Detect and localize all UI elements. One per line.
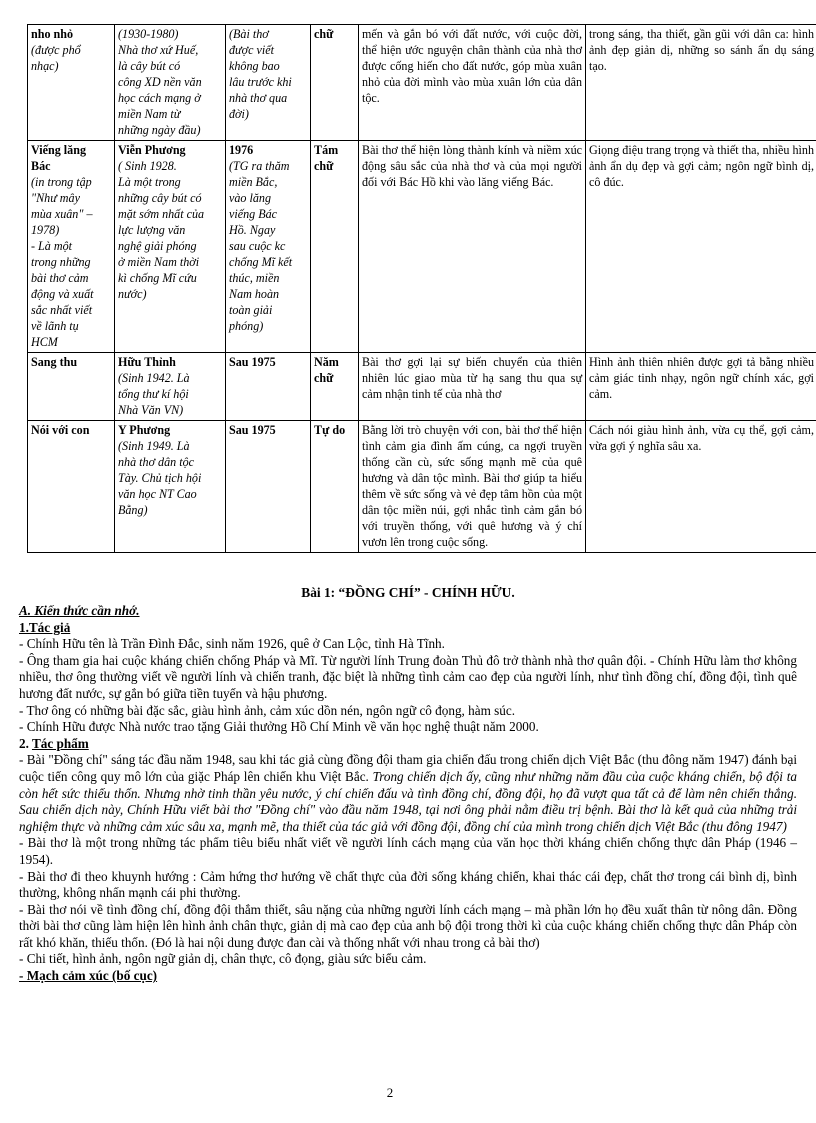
- author-note: tổng thư kí hội: [118, 387, 189, 401]
- author-note: Nhà thơ xứ Huế,: [118, 43, 199, 57]
- work-heading: [19, 736, 797, 753]
- year-note: được viết: [229, 43, 274, 57]
- year-note: không bao: [229, 59, 280, 73]
- poem-title-cell: [28, 141, 115, 353]
- author-name: Hữu Thỉnh: [118, 355, 176, 369]
- table-row: [28, 353, 816, 421]
- work-heading-text: Tác phẩm: [31, 735, 89, 751]
- author-para: - Chính Hữu được Nhà nước trao tặng Giải thưởng Hồ Chí Minh về văn học nghệ thuật năm 2000.: [19, 719, 539, 735]
- art-cell: [586, 25, 816, 141]
- content-text: mến và gắn bó với đất nước, với cuộc đời, thể hiện ước nguyện chân thành của nhà thơ được cống hiến cho đất nước, góp mùa xuân nhỏ của đời mình vào mùa xuân lớn của dân tộc.: [362, 27, 582, 105]
- work-para: - Bài thơ nói về tình đồng chí, đồng đội thắm thiết, sâu nặng của những người lính cách mạng – mà phần lớn họ đều xuất thân từ nông dân. Đồng thời bài thơ cũng làm hiện lên hình ảnh chân thực, giản dị mà cao đẹp của anh bộ đội trong thời kì của cuộc kháng chiến chống thực dân Pháp còn rất khó khăn, thiếu thốn. (Đó là hai nội dung được đan cài và thống nhất với nhau trong cả bài thơ): [19, 901, 797, 950]
- content-cell: [359, 25, 586, 141]
- author-note: (1930-1980): [118, 27, 179, 41]
- poem-title: nho nhỏ: [31, 27, 74, 41]
- year-note: (TG ra thăm: [229, 159, 290, 173]
- poem-title-cell: [28, 421, 115, 553]
- poem-title-note: bài thơ cảm: [31, 271, 89, 285]
- poem-title-note: HCM: [31, 335, 58, 349]
- author-note: miền Nam từ: [118, 107, 181, 121]
- table-body: [28, 25, 816, 553]
- year: Sau 1975: [229, 423, 276, 437]
- work-para-normal: - Bài "Đồng chí" sáng tác đầu năm 1948, sau khi tác giả cùng đồng đội tham gia chiến đấu trong chiến dịch Việt Bắc (thu đông năm 1947) đánh bại cuộc tiến công quy mô lớn của giặc Pháp lên chiến khu Việt Bắc.: [19, 752, 797, 784]
- author-note: ( Sinh 1928.: [118, 159, 177, 173]
- page-number: 2: [386, 1085, 394, 1100]
- author-note: kì chống Mĩ cứu: [118, 271, 197, 285]
- content-text: Bài thơ thể hiện lòng thành kính và niềm xúc động sâu sắc của nhà thơ và của mọi người đối với Bác Hồ khi vào lăng viếng Bác.: [362, 143, 582, 189]
- poem-title-note: mùa xuân" –: [31, 207, 93, 221]
- verse-form: chữ: [314, 27, 334, 41]
- author-note: văn học NT Cao: [118, 487, 197, 501]
- poem-title-note: về lãnh tụ: [31, 319, 79, 333]
- poem-title-note: (in trong tập: [31, 175, 92, 189]
- author-note: những ngày đầu): [118, 123, 201, 137]
- year-cell: [226, 353, 311, 421]
- poem-title: Sang thu: [31, 355, 78, 369]
- year-note: miền Bắc,: [229, 175, 278, 189]
- verse-form: Năm chữ: [314, 355, 339, 385]
- year: 1976: [229, 143, 254, 157]
- author-name: Viễn Phương: [118, 143, 186, 157]
- author-heading: 1.Tác giả: [19, 619, 71, 635]
- author-note: ở miền Nam thời: [118, 255, 200, 269]
- author-note: Tày. Chủ tịch hội: [118, 471, 202, 485]
- poem-title-note: 1978): [31, 223, 60, 237]
- author-cell: [115, 25, 226, 141]
- work-para-italic: Trong chiến dịch ấy, cũng như những năm đầu của cuộc kháng chiến, bộ đội ta còn hết sức thiếu thốn. Nhưng nhờ tinh thần yêu nước, ý chí chiến đấu và tình đồng chí, đồng đội, họ đã vượt qua tất cả để làm nên chiến thắng. Sau chiến dịch này, Chính Hữu viết bài thơ "Đồng chí" vào đầu năm 1948, tại nơi ông phải nằm điều trị bệnh. Bài thơ là kết quả của những trải nghiệm thực và những cảm xúc sâu xa, mạnh mẽ, tha thiết của tác giả với đồng đội, đồng chí của mình trong chiến dịch Việt Bắc (thu đông 1947): [19, 768, 797, 834]
- author-note: nhà thơ dân tộc: [118, 455, 194, 469]
- year-note: đời): [229, 107, 249, 121]
- author-para: - Chính Hữu tên là Trần Đình Đắc, sinh năm 1926, quê ở Can Lộc, tỉnh Hà Tĩnh.: [19, 636, 445, 652]
- poem-title-note: (được phổ: [31, 43, 81, 57]
- author-note: công XD nền văn: [118, 75, 202, 89]
- author-cell: [115, 141, 226, 353]
- author-para: - Thơ ông có những bài đặc sắc, giàu hình ảnh, cảm xúc dồn nén, ngôn ngữ cô đọng, hàm súc.: [19, 702, 516, 718]
- art-cell: [586, 353, 816, 421]
- year-cell: [226, 141, 311, 353]
- work-para: - Chi tiết, hình ảnh, ngôn ngữ giản dị, chân thực, cô đọng, giàu sức biểu cảm.: [19, 951, 427, 967]
- content-text: Bài thơ gợi lại sự biến chuyển của thiên nhiên lúc giao mùa từ hạ sang thu qua sự cảm nhận tinh tế của nhà thơ: [362, 355, 582, 401]
- year-note: viếng Bác: [229, 207, 278, 221]
- year-note: toàn giải: [229, 303, 273, 317]
- art-text: Hình ảnh thiên nhiên được gợi tả bằng nhiều cảm giác tinh nhạy, ngôn ngữ chính xác, gợi cảm.: [589, 355, 814, 401]
- form-cell: [311, 421, 359, 553]
- content-cell: [359, 421, 586, 553]
- work-heading-number: 2.: [19, 735, 32, 751]
- year-note: Nam hoàn: [229, 287, 280, 301]
- content-text: Bằng lời trò chuyện với con, bài thơ thể hiện tình cảm gia đình ấm cúng, ca ngợi truyền thống cần cù, sức sống mạnh mẽ của quê hương và dân tộc mình. Bài thơ giúp ta hiểu thêm về sức sống và vẻ đẹp tâm hồn của một dân tộc miền núi, gợi nhắc tình cảm gắn bó với truyền thống, với quê hương và ý chí vươn lên trong cuộc sống.: [362, 423, 582, 549]
- poem-title-note: sắc nhất viết: [31, 303, 93, 317]
- poem-title-note: trong những: [31, 255, 91, 269]
- author-note: (Sinh 1949. Là: [118, 439, 190, 453]
- art-text: trong sáng, tha thiết, gần gũi với dân ca: hình ảnh đẹp giản dị, những so sánh ẩn dụ sáng tạo.: [589, 27, 814, 73]
- lesson-title: Bài 1: “ĐỒNG CHÍ” - CHÍNH HỮU.: [301, 585, 515, 600]
- work-para: - Bài thơ là một trong những tác phẩm tiêu biểu nhất viết về người lính cách mạng của văn học thời kháng chiến chống thực dân Pháp (1946 – 1954).: [19, 835, 797, 867]
- verse-form: Tám chữ: [314, 143, 339, 173]
- author-note: mặt sớm nhất của: [118, 207, 205, 221]
- author-note: Nhà Văn VN): [118, 403, 184, 417]
- author-note: nước): [118, 287, 147, 301]
- year-note: (Bài thơ: [229, 27, 269, 41]
- year-cell: [226, 25, 311, 141]
- work-para: [19, 752, 797, 835]
- author-name: Y Phương: [118, 423, 171, 437]
- author-para: - Ông tham gia hai cuộc kháng chiến chống Pháp và Mĩ. Từ người lính Trung đoàn Thủ đô trở thành nhà thơ quân đội. - Chính Hữu làm thơ không nhiều, thơ ông thường viết về người lính và chiến tranh, đặc biệt là những tình cảm cao đẹp của người lính, như tình đồng chí, đồng đội, tình quê hương đất nước, sự gắn bó giữa tiền tuyến và hậu phương.: [19, 652, 797, 701]
- year-cell: [226, 421, 311, 553]
- author-cell: [115, 353, 226, 421]
- content-cell: [359, 353, 586, 421]
- author-note: là cây bút có: [118, 59, 181, 73]
- author-note: Bằng): [118, 503, 148, 517]
- poem-title-cell: [28, 25, 115, 141]
- poem-summary-table: [27, 24, 816, 553]
- table-row: [28, 421, 816, 553]
- art-cell: [586, 141, 816, 353]
- poem-title: Nói với con: [31, 423, 90, 437]
- content-cell: [359, 141, 586, 353]
- poem-title-note: nhạc): [31, 59, 59, 73]
- verse-form: Tự do: [314, 423, 346, 437]
- structure-heading: - Mạch cảm xúc (bố cục): [19, 968, 158, 984]
- poem-title-note: - Là một: [31, 239, 72, 253]
- year-note: nhà thơ qua: [229, 91, 288, 105]
- section-a-heading: A. Kiến thức cần nhớ.: [19, 603, 140, 618]
- year-note: phóng): [229, 319, 264, 333]
- art-cell: [586, 421, 816, 553]
- year-note: thúc, miền: [229, 271, 280, 285]
- author-note: lực lượng văn: [118, 223, 186, 237]
- year-note: vào lăng: [229, 191, 271, 205]
- poem-title-cell: [28, 353, 115, 421]
- author-note: những cây bút có: [118, 191, 202, 205]
- form-cell: [311, 25, 359, 141]
- poem-title-note: động và xuất: [31, 287, 94, 301]
- year-note: lâu trước khi: [229, 75, 292, 89]
- author-cell: [115, 421, 226, 553]
- year-note: sau cuộc kc: [229, 239, 286, 253]
- table-row: [28, 141, 816, 353]
- lesson-body: [19, 603, 797, 985]
- author-note: (Sinh 1942. Là: [118, 371, 190, 385]
- year: Sau 1975: [229, 355, 276, 369]
- poem-title-note: "Như mây: [31, 191, 80, 205]
- author-note: Là một trong: [118, 175, 181, 189]
- form-cell: [311, 353, 359, 421]
- author-note: học cách mạng ở: [118, 91, 201, 105]
- author-note: nghệ giải phóng: [118, 239, 197, 253]
- year-note: chống Mĩ kết: [229, 255, 293, 269]
- poem-title: Viếng lăng: [31, 143, 86, 157]
- table-row: [28, 25, 816, 141]
- art-text: Cách nói giàu hình ảnh, vừa cụ thể, gợi cảm, vừa gợi ý nghĩa sâu xa.: [589, 423, 814, 453]
- work-para: - Bài thơ đi theo khuynh hướng : Cảm hứng thơ hướng về chất thực của đời sống kháng chiến, khai thác cái đẹp, chất thơ trong cái bình dị, bình thường, không nhấn mạnh cái phi thường.: [19, 868, 797, 901]
- year-note: Hồ. Ngay: [229, 223, 276, 237]
- poem-title: Bác: [31, 159, 51, 173]
- form-cell: [311, 141, 359, 353]
- art-text: Giọng điệu trang trọng và thiết tha, nhiều hình ảnh ẩn dụ đẹp và gợi cảm; ngôn ngữ bình dị, cô đúc.: [589, 143, 814, 189]
